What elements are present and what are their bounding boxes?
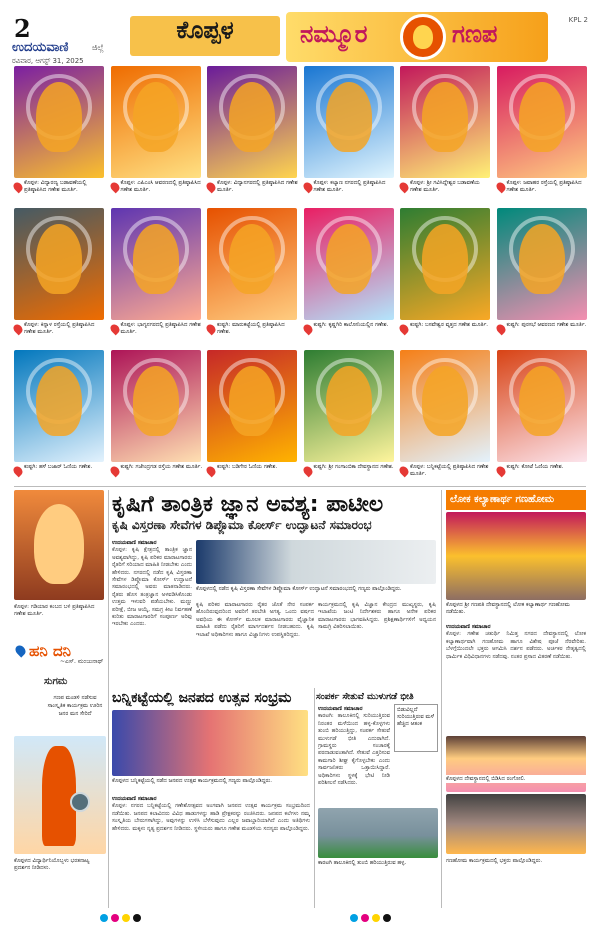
registration-dot (122, 914, 130, 922)
location-pin-icon (301, 323, 314, 336)
location-pin-icon (301, 181, 314, 194)
location-pin-icon (494, 181, 507, 194)
dancer-photo (14, 736, 106, 854)
district-label-box (130, 16, 280, 56)
ganesha-idol-photo (497, 350, 587, 462)
ganesha-photo-caption: ಕುಷ್ಟಗಿ: ಶ್ರೀ ಗಂಗಾಂಬಿಕಾ ದೇವಸ್ಥಾನದ ಗಣೇಶ. (313, 464, 394, 470)
drop-icon (13, 643, 27, 657)
story3-quote-box: ಬಿಡುವಿಲ್ಲದೆ ಸುರಿಯುತ್ತಿರುವ ಮಳೆ ಹೆಚ್ಚಿದ ಆತಂಕ (394, 704, 438, 752)
ganesha-photo-tile (497, 208, 587, 344)
story1-body-left: ಕೊಪ್ಪಳ: ಕೃಷಿ ಕ್ಷೇತ್ರದಲ್ಲಿ ತಾಂತ್ರಿಕ ಜ್ಞಾನ ಅವಶ್ಯವಾಗಿದ್ದು, ಕೃಷಿ ಪರಿಕರ ಮಾರಾಟಗಾರರು ರೈತರಿಗೆ ಸರಿಯಾದ ಮಾಹಿತಿ ನೀಡಬೇಕು ಎಂದು ಹೇಳಿದರು. ನಗರದಲ್ಲಿ ನಡೆದ ಕೃಷಿ ವಿಸ್ತರಣಾ ಸೇವೆಗಳ ಡಿಪ್ಲೊಮಾ ಕೋರ್ಸ್ ಉದ್ಘಾಟನೆ ಸಮಾರಂಭದಲ್ಲಿ ಅವರು ಮಾತನಾಡಿದರು. ರೈತರು ಹೊಸ ತಂತ್ರಜ್ಞಾನ ಅಳವಡಿಸಿಕೊಂಡು ಉತ್ತಮ ಇಳುವರಿ ಪಡೆಯಬೇಕು. ಮಣ್ಣು ಪರೀಕ್ಷೆ, ಬೀಜ ಆಯ್ಕೆ, ಸಮಗ್ರ ಕೀಟ ನಿರ್ವಹಣೆ ಕುರಿತು ಮಾರಾಟಗಾರರಿಗೆ ಸಂಪೂರ್ಣ ಅರಿವು ಇರಬೇಕು ಎಂದರು. (112, 547, 192, 628)
paper-tag: ಜಿಲ್ಲೆ (92, 43, 104, 52)
registration-marks (350, 914, 400, 922)
story4-byline: ಉದಯವಾಣಿ ಸಮಾಚಾರ (446, 624, 491, 630)
column-rule (314, 688, 315, 908)
ganesha-photo-tile (14, 66, 104, 202)
feature-photo-caption: ಕೊಪ್ಪಳ: ಗಡಿಯಾರ ಕಂಬದ ಬಳಿ ಪ್ರತಿಷ್ಠಾಪಿಸಿದ ಗಣೇಶ ಮೂರ್ತಿ. (14, 604, 95, 617)
ganesha-idol-photo (14, 208, 104, 320)
ganesha-photo-tile (497, 66, 587, 202)
location-pin-icon (12, 465, 25, 478)
festival-banner (286, 12, 548, 62)
ganesha-idol-photo (111, 208, 201, 320)
location-pin-icon (205, 465, 218, 478)
ganesha-idol-photo (400, 66, 490, 178)
honey-dani-label: ಹನಿ ದನಿ (29, 642, 71, 660)
registration-marks (100, 914, 150, 922)
banner-right-text: ಗಣಪ (452, 20, 498, 48)
story4-photo2-caption: ಕೊಪ್ಪಳದ ದೇವಸ್ಥಾನದಲ್ಲಿ ಬಿಡಿಸಿದ ರಂಗೋಲಿ. (446, 775, 586, 783)
ganesha-photo-caption: ಕುಷ್ಟಗಿ: ಬಡಿಗೇರ ಓಣಿಯ ಗಣೇಶ. (217, 464, 278, 470)
ganesha-photo-tile (207, 350, 297, 486)
location-pin-icon (494, 323, 507, 336)
ganesha-photo-tile (14, 350, 104, 486)
ganesha-photo-tile (400, 350, 490, 486)
ganesha-photo-tile (400, 66, 490, 202)
location-pin-icon (108, 181, 121, 194)
ganesha-idol-photo (207, 208, 297, 320)
story4-photo-homa (446, 512, 586, 600)
ganesha-idol-photo (400, 208, 490, 320)
ganesha-photo-tile (14, 208, 104, 344)
honey-author: ~ಎಸ್. ಮಂಜುನಾಥ್ (60, 658, 104, 665)
registration-dot (350, 914, 358, 922)
ganesha-idol-photo (400, 350, 490, 462)
location-pin-icon (108, 465, 121, 478)
story1-photo-caption: ಕೊಪ್ಪಳದಲ್ಲಿ ನಡೆದ ಕೃಷಿ ವಿಸ್ತರಣಾ ಸೇವೆಗಳ ಡಿಪ್ಲೊಮಾ ಕೋರ್ಸ್ ಉದ್ಘಾಟನೆ ಸಮಾರಂಭದಲ್ಲಿ ಗಣ್ಯರು ಪಾಲ್ಗೊಂಡಿದ್ದರು. (196, 586, 402, 592)
story3-headline: ಸಂಪರ್ಕ ಸೇತುವೆ ಮುಳುಗಡೆ ಭೀತಿ (316, 692, 414, 702)
ganesha-photo-caption: ಕುಷ್ಟಗಿ: ಮಾರುಕಟ್ಟೆಯಲ್ಲಿ ಪ್ರತಿಷ್ಠಾಪಿಸಿದ ಗಣೇಶ. (217, 322, 285, 335)
story1-text-mid: ಕೃಷಿ ಪರಿಕರ ಮಾರಾಟಗಾರರು ರೈತರ ಜೊತೆ ನೇರ ಸಂಪರ್ಕ ಹೊಂದಿರುವುದರಿಂದ ಅವರಿಗೆ ತರಬೇತಿ ಅಗತ್ಯ. ಒಂದು ವರ್ಷದ ಅವಧಿಯ ಈ ಕೋರ್ಸ್ ಮೂಲಕ ಮಾರಾಟಗಾರರು ವೈಜ್ಞಾನಿಕ ಮಾಹಿತಿ ಪಡೆದು ರೈತರಿಗೆ ಮಾರ್ಗದರ್ಶನ ನೀಡಬಹುದು. ಕೃಷಿ ಇಲಾಖೆ ಅಧಿಕಾರಿಗಳು ಹಾಗೂ ವಿಜ್ಞಾನಿಗಳು ಉಪಸ್ಥಿತರಿದ್ದರು. (196, 602, 314, 638)
ganesha-photo-grid (14, 66, 586, 484)
ganesha-photo-tile (304, 66, 394, 202)
column-rule (108, 490, 109, 908)
story1-text-right: ಕಾರ್ಯಕ್ರಮದಲ್ಲಿ ಕೃಷಿ ವಿಜ್ಞಾನ ಕೇಂದ್ರದ ಮುಖ್ಯಸ್ಥರು, ಕೃಷಿ ಇಲಾಖೆಯ ಜಂಟಿ ನಿರ್ದೇಶಕರು ಹಾಗೂ ಅನೇಕ ಪರಿಕರ ಮಾರಾಟಗಾರರು ಭಾಗವಹಿಸಿದ್ದರು. ಪ್ರಶಿಕ್ಷಣಾರ್ಥಿಗಳಿಗೆ ಅಧ್ಯಯನ ಸಾಮಗ್ರಿ ವಿತರಿಸಲಾಯಿತು. (318, 602, 436, 631)
ganesha-photo-caption: ಕೊಪ್ಪಳ: ಕಿನ್ನಾಳ ರಸ್ತೆಯಲ್ಲಿ ಪ್ರತಿಷ್ಠಾಪಿಸಿದ ಗಣೇಶ ಮೂರ್ತಿ. (24, 322, 95, 335)
ganesha-photo-tile (111, 350, 201, 486)
ganesha-photo-caption: ಕುಷ್ಟಗಿ: ಗಜೇಂದ್ರಗಡ ರಸ್ತೆಯ ಗಣೇಶ ಮೂರ್ತಿ. (120, 464, 203, 470)
ganesha-photo-tile (111, 66, 201, 202)
location-pin-icon (108, 323, 121, 336)
ganesha-photo-caption: ಕೊಪ್ಪಳ: ಬನ್ನಿಕಟ್ಟೆಯಲ್ಲಿ ಪ್ರತಿಷ್ಠಾಪಿಸಿದ ಗಣೇಶ ಮೂರ್ತಿ. (410, 464, 489, 477)
ganesha-idol-photo (14, 350, 104, 462)
ganesha-photo-tile (111, 208, 201, 344)
registration-dot (111, 914, 119, 922)
registration-dot (383, 914, 391, 922)
ganesha-photo-tile (304, 350, 394, 486)
story1-headline: ಕೃಷಿಗೆ ತಾಂತ್ರಿಕ ಜ್ಞಾನ ಅವಶ್ಯ: ಪಾಟೀಲ (112, 492, 384, 517)
column-rule (441, 490, 442, 908)
story4-photo-devotees (446, 794, 586, 854)
ganesha-idol-photo (14, 66, 104, 178)
banner-left-text: ನಮ್ಮೂರ (300, 20, 368, 48)
story4-text (446, 624, 586, 732)
story3-body: ಕಾರಟಗಿ: ತಾಲೂಕಿನಲ್ಲಿ ಸುರಿಯುತ್ತಿರುವ ನಿರಂತರ ಮಳೆಯಿಂದ ಹಳ್ಳ-ಕೊಳ್ಳಗಳು ತುಂಬಿ ಹರಿಯುತ್ತಿದ್ದು, ಸಂಪರ್ಕ ಸೇತುವೆ ಮುಳುಗಡೆ ಭೀತಿ ಎದುರಾಗಿದೆ. ಗ್ರಾಮಸ್ಥರು ಸಂಚಾರಕ್ಕೆ ಪರದಾಡುವಂತಾಗಿದೆ. ಸೇತುವೆ ಎತ್ತರಿಸುವ ಕಾಮಗಾರಿ ಶೀಘ್ರ ಕೈಗೊಳ್ಳಬೇಕು ಎಂದು ಸಾರ್ವಜನಿಕರು ಒತ್ತಾಯಿಸಿದ್ದಾರೆ. ಅಧಿಕಾರಿಗಳು ಸ್ಥಳಕ್ಕೆ ಭೇಟಿ ನೀಡಿ ಪರಿಶೀಲನೆ ನಡೆಸಿದರು. (318, 713, 390, 787)
ganesha-idol-photo (304, 350, 394, 462)
ganesha-photo-caption: ಕೊಪ್ಪಳ: ಜವಾಹರ ರಸ್ತೆಯಲ್ಲಿ ಪ್ರತಿಷ್ಠಾಪಿಸಿದ ಗಣೇಶ ಮೂರ್ತಿ. (506, 180, 582, 193)
story2-text (112, 796, 310, 908)
story3-river-photo (318, 808, 438, 858)
story2-byline: ಉದಯವಾಣಿ ಸಮಾಚಾರ (112, 796, 157, 802)
ganesha-photo-caption: ಕೊಪ್ಪಳ: ಎಪಿಎಂಸಿ ಆವರಣದಲ್ಲಿ ಪ್ರತಿಷ್ಠಾಪಿಸಿದ ಗಣೇಶ ಮೂರ್ತಿ. (120, 180, 201, 193)
ganesha-idol-photo (111, 66, 201, 178)
story1-photo (196, 540, 436, 584)
feature-ganesha-photo (14, 490, 104, 600)
dancer-photo-caption: ಕೊಪ್ಪಳದ ವಿದ್ಯಾರ್ಥಿನಿಯೊಬ್ಬಳು ಭರತನಾಟ್ಯ ಪ್ರದರ್ಶನ ನೀಡಿದಳು. (14, 858, 90, 871)
story1-byline: ಉದಯವಾಣಿ ಸಮಾಚಾರ (112, 540, 157, 546)
location-pin-icon (12, 323, 25, 336)
location-pin-icon (301, 465, 314, 478)
location-pin-icon (12, 181, 25, 194)
story2-photo (112, 710, 308, 776)
ganesha-photo-caption: ಕೊಪ್ಪಳ: ಕಲ್ಯಾಣ ನಗರದಲ್ಲಿ ಪ್ರತಿಷ್ಠಾಪಿಸಿದ ಗಣೇಶ ಮೂರ್ತಿ. (313, 180, 386, 193)
story4-body: ಕೊಪ್ಪಳ: ಗಣೇಶ ಚತುರ್ಥಿ ನಿಮಿತ್ತ ನಗರದ ದೇವಸ್ಥಾನದಲ್ಲಿ ಲೋಕ ಕಲ್ಯಾಣಾರ್ಥವಾಗಿ ಗಣಹೋಮ ಹಾಗೂ ವಿಶೇಷ ಪೂಜೆ ನೆರವೇರಿತು. ಬೆಳಗ್ಗೆಯಿಂದಲೇ ಭಕ್ತರು ಆಗಮಿಸಿ ದರ್ಶನ ಪಡೆದರು. ಅರ್ಚಕರ ನೇತೃತ್ವದಲ್ಲಿ ಧಾರ್ಮಿಕ ವಿಧಿವಿಧಾನಗಳು ನಡೆದವು. ನಂತರ ಪ್ರಸಾದ ವಿತರಣೆ ನಡೆಯಿತು. (446, 631, 586, 660)
story4-headline: ಲೋಕ ಕಲ್ಯಾಣಾರ್ಥ ಗಣಹೋಮ (450, 494, 555, 505)
ganesha-photo-caption: ಕುಷ್ಟಗಿ: ಬಸವೇಶ್ವರ ವೃತ್ತದ ಗಣೇಶ ಮೂರ್ತಿ. (410, 322, 489, 328)
ganesha-idol-photo (497, 208, 587, 320)
ganesha-logo-icon (400, 14, 446, 60)
story1-text-left (112, 540, 192, 686)
ganesha-photo-caption: ಕುಷ್ಟಗಿ: ಪುರಸಭೆ ಆವರಣದ ಗಣೇಶ ಮೂರ್ತಿ. (506, 322, 587, 328)
ganesha-photo-caption: ಕೊಪ್ಪಳ: ವಿದ್ಯಾನಗರದಲ್ಲಿ ಪ್ರತಿಷ್ಠಾಪಿಸಿದ ಗಣೇಶ ಮೂರ್ತಿ. (217, 180, 298, 193)
story1-subhead: ಕೃಷಿ ವಿಸ್ತರಣಾ ಸೇವೆಗಳ ಡಿಪ್ಲೊಮಾ ಕೋರ್ಸ್ ಉದ್ಘಾಟನೆ ಸಮಾರಂಭ (112, 518, 372, 532)
ganesha-idol-photo (304, 208, 394, 320)
location-pin-icon (205, 181, 218, 194)
location-pin-icon (398, 323, 411, 336)
location-pin-icon (398, 181, 411, 194)
honey-verse: ಗಣಪ ಮಂಡಳಿ ನಡೆಸುವ ಸಾಂಸ್ಕೃತಿಕ ಕಾರ್ಯಕ್ರಮ ಊರಿನ ಜನರ ಮನ ಸೇರಿದೆ (47, 695, 103, 717)
location-pin-icon (205, 323, 218, 336)
location-pin-icon (398, 465, 411, 478)
ganesha-idol-photo (207, 350, 297, 462)
registration-dot (133, 914, 141, 922)
ganesha-photo-tile (400, 208, 490, 344)
dateline: ರವಿವಾರ, ಆಗಸ್ಟ್ 31, 2025 (12, 57, 84, 65)
registration-dot (361, 914, 369, 922)
ganesha-photo-caption: ಕೊಪ್ಪಳ: ಭಾಗ್ಯನಗರದಲ್ಲಿ ಪ್ರತಿಷ್ಠಾಪಿಸಿದ ಗಣೇಶ ಮೂರ್ತಿ. (120, 322, 201, 335)
ganesha-photo-caption: ಕೊಪ್ಪಳ: ಶ್ರೀ ಗವಿಸಿದ್ದೇಶ್ವರ ಬಡಾವಣೆಯ ಗಣೇಶ ಮೂರ್ತಿ. (410, 180, 480, 193)
story4-photo1-caption: ಕೊಪ್ಪಳದ ಶ್ರೀ ಗಣಪತಿ ದೇವಸ್ಥಾನದಲ್ಲಿ ಲೋಕ ಕಲ್ಯಾಣಾರ್ಥ ಗಣಹೋಮ ನಡೆಯಿತು. (446, 602, 570, 615)
ganesha-idol-photo (111, 350, 201, 462)
ganesha-photo-caption: ಕುಷ್ಟಗಿ: ಕೃಷ್ಣಗಿರಿ ಕಾಲೋನಿಯಲ್ಲಿನ ಗಣೇಶ. (313, 322, 389, 328)
ganesha-photo-caption: ಕುಷ್ಟಗಿ: ಕೋಟೆ ಓಣಿಯ ಗಣೇಶ. (506, 464, 564, 470)
registration-dot (372, 914, 380, 922)
ganesha-photo-tile (304, 208, 394, 344)
ganesha-idol-photo (497, 66, 587, 178)
story2-body: ಕೊಪ್ಪಳ: ನಗರದ ಬನ್ನಿಕಟ್ಟೆಯಲ್ಲಿ ಗಣೇಶೋತ್ಸವದ ಅಂಗವಾಗಿ ಜನಪದ ಉತ್ಸವ ಕಾರ್ಯಕ್ರಮ ಸಂಭ್ರಮದಿಂದ ನಡೆಯಿತು. ಜನಪದ ಕಲಾವಿದರು ವಿವಿಧ ಹಾಡುಗಳನ್ನು ಹಾಡಿ ಪ್ರೇಕ್ಷಕರನ್ನು ರಂಜಿಸಿದರು. ಜನಪದ ಕಲೆಗಳು ನಮ್ಮ ಸಂಸ್ಕೃತಿಯ ಬೇರುಗಳಾಗಿದ್ದು, ಅವುಗಳನ್ನು ಉಳಿಸಿ ಬೆಳೆಸುವುದು ಎಲ್ಲರ ಜವಾಬ್ದಾರಿಯಾಗಿದೆ ಎಂದು ಅತಿಥಿಗಳು ಹೇಳಿದರು. ಮಕ್ಕಳು ನೃತ್ಯ ಪ್ರದರ್ಶನ ನೀಡಿದರು. ಸ್ಥಳೀಯರು ಹಾಗೂ ಗಣೇಶ ಮಂಡಳಿಯ ಸದಸ್ಯರು ಪಾಲ್ಗೊಂಡಿದ್ದರು. (112, 803, 310, 832)
story3-photo-caption: ಕಾರಟಗಿ ತಾಲೂಕಿನಲ್ಲಿ ತುಂಬಿ ಹರಿಯುತ್ತಿರುವ ಹಳ್ಳ. (318, 860, 407, 866)
story4-photo3-caption: ಗಣಹೋಮ ಕಾರ್ಯಕ್ರಮದಲ್ಲಿ ಭಕ್ತರು ಪಾಲ್ಗೊಂಡಿದ್ದರು. (446, 858, 543, 864)
ganesha-idol-photo (304, 66, 394, 178)
story3-text (318, 706, 390, 804)
masthead (10, 12, 590, 65)
location-pin-icon (494, 465, 507, 478)
story2-headline: ಬನ್ನಿಕಟ್ಟೆಯಲ್ಲಿ ಜನಪದ ಉತ್ಸವ ಸಂಭ್ರಮ (112, 690, 292, 706)
ganesha-photo-tile (497, 350, 587, 486)
honey-title: ಸುಗಮ (44, 676, 68, 687)
page-code: KPL 2 (568, 16, 588, 24)
page-number: 2 (14, 14, 31, 43)
story2-photo-caption: ಕೊಪ್ಪಳದ ಬನ್ನಿಕಟ್ಟೆಯಲ್ಲಿ ನಡೆದ ಜನಪದ ಉತ್ಸವ ಕಾರ್ಯಕ್ರಮದಲ್ಲಿ ಗಣ್ಯರು ಪಾಲ್ಗೊಂಡಿದ್ದರು. (112, 778, 272, 784)
ganesha-photo-tile (207, 208, 297, 344)
district-name: ಕೊಪ್ಪಳ (176, 16, 234, 44)
section-rule (14, 486, 586, 487)
ganesha-photo-tile (207, 66, 297, 202)
ganesha-idol-photo (207, 66, 297, 178)
story3-byline: ಉದಯವಾಣಿ ಸಮಾಚಾರ (318, 706, 363, 712)
registration-dot (100, 914, 108, 922)
ganesha-photo-caption: ಕುಷ್ಟಗಿ: ಹಳೆ ಬಜಾರ್ ಓಣಿಯ ಗಣೇಶ. (24, 464, 93, 470)
newspaper-name: ಉದಯವಾಣಿ (12, 40, 69, 55)
ganesha-photo-caption: ಕೊಪ್ಪಳ: ವಿದ್ಯಾರಣ್ಯ ಬಡಾವಣೆಯಲ್ಲಿ ಪ್ರತಿಷ್ಠಾಪಿಸಿದ ಗಣೇಶ ಮೂರ್ತಿ. (24, 180, 87, 193)
story4-photo-rangoli (446, 736, 586, 792)
